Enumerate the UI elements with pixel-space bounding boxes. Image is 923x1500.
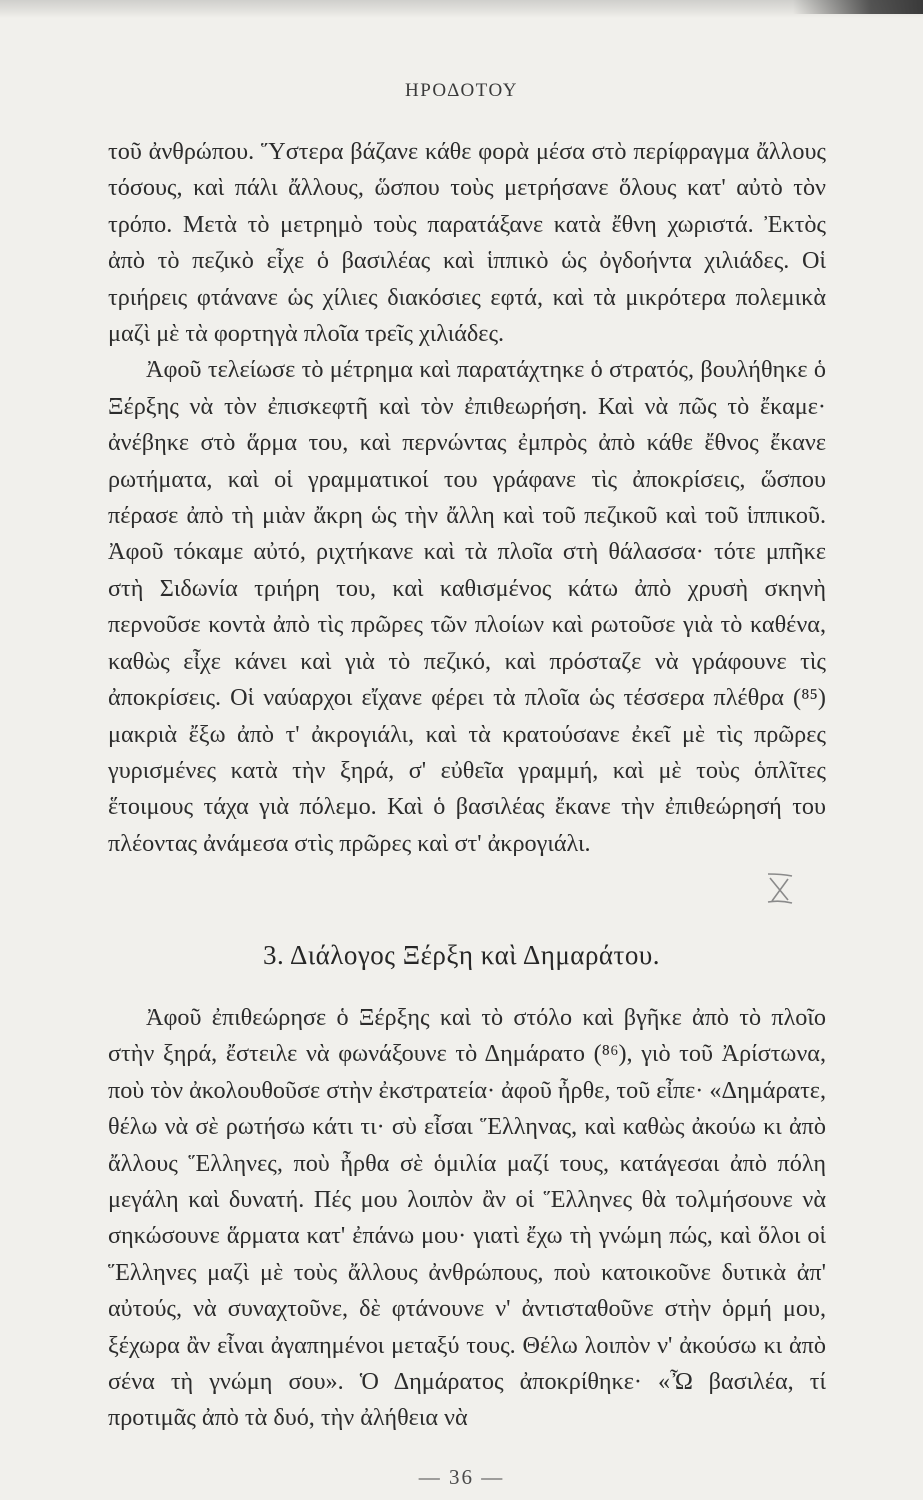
- text-block-top: [108, 134, 826, 862]
- paragraph-dialogue: Ἀφοῦ ἐπιθεώρησε ὁ Ξέρξης καὶ τὸ στόλο καὶ βγῆκε ἀπὸ τὸ πλοῖο στὴν ξηρά, ἔστειλε νὰ φωνάξουνε τὸ Δημάρατο (⁸⁶), γιὸ τοῦ Ἀρίστωνα, ποὺ τὸν ἀκολουθοῦσε στὴν ἐκστρατεία· ἀφοῦ ἦρθε, τοῦ εἶπε· «Δημάρατε, θέλω νὰ σὲ ρωτήσω κάτι τι· σὺ εἶσαι Ἕλληνας, καὶ καθὼς ἀκούω κι ἀπὸ ἄλλους Ἕλληνες, ποὺ ἦρθα σὲ ὁμιλία μαζί τους, κατάγεσαι ἀπὸ πόλη μεγάλη καὶ δυνατή. Πές μου λοιπὸν ἂν οἱ Ἕλληνες θὰ τολμήσουνε νὰ σηκώσουνε ἅρματα κατ' ἐπάνω μου· γιατὶ ἔχω τὴ γνώμη πώς, καὶ ὅλοι οἱ Ἕλληνες μαζὶ μὲ τοὺς ἄλλους ἀνθρώπους, ποὺ κατοικοῦνε δυτικὰ ἀπ' αὐτούς, νὰ συναχτοῦνε, δὲ φτάνουνε ν' ἀντισταθοῦνε στὴν ὁρμή μου, ξέχωρα ἂν εἶναι ἀγαπημένοι μεταξύ τους. Θέλω λοιπὸν ν' ἀκούσω κι ἀπὸ σένα τὴ γνώμη σου». Ὁ Δημάρατος ἀποκρίθηκε· «Ὦ βασιλέα, τί προτιμᾶς ἀπὸ τὰ δυό, τὴν ἀλήθεια νὰ: [108, 1004, 826, 1432]
- pencil-x-mark-icon: [762, 870, 796, 906]
- paragraph-continuation: τοῦ ἀνθρώπου. Ὕστερα βάζανε κάθε φορὰ μέσα στὸ περίφραγμα ἄλλους τόσους, καὶ πάλι ἄλλους, ὥσπου τοὺς μετρήσανε ὅλους κατ' αὐτὸ τὸν τρόπο. Μετὰ τὸ μετρημὸ τοὺς παρατάξανε κατὰ ἔθνη χωριστά. Ἐκτὸς ἀπὸ τὸ πεζικὸ εἶχε ὁ βασιλέας καὶ ἱππικὸ ὡς ὀγδοήντα χιλιάδες. Οἱ τριήρεις φτάνανε ὡς χίλιες διακόσιες εφτά, καὶ τὰ μικρότερα πολεμικὰ μαζὶ μὲ τὰ φορτηγὰ πλοῖα τρεῖς χιλιάδες.: [108, 138, 826, 348]
- section-heading: 3. Διάλογος Ξέρξη καὶ Δημαράτου.: [262, 940, 661, 970]
- paragraph-review: Ἀφοῦ τελείωσε τὸ μέτρημα καὶ παρατάχτηκε ὁ στρατός, βουλήθηκε ὁ Ξέρξης νὰ τὸν ἐπισκεφτῆ καὶ τὸν ἐπιθεωρήση. Καὶ νὰ πῶς τὸ ἔκαμε· ἀνέβηκε στὸ ἅρμα του, καὶ περνώντας ἐμπρὸς ἀπὸ κάθε ἔθνος ἔκανε ρωτήματα, καὶ οἱ γραμματικοί του γράφανε τὶς ἀποκρίσεις, ὥσπου πέρασε ἀπὸ τὴ μιὰν ἄκρη ὡς τὴν ἄλλη καὶ τοῦ πεζικοῦ καὶ τοῦ ἱππικοῦ. Ἀφοῦ τόκαμε αὐτό, ριχτήκανε καὶ τὰ πλοῖα στὴ θάλασσα· τότε μπῆκε στὴ Σιδωνία τριήρη του, καὶ καθισμένος κάτω ἀπὸ χρυσὴ σκηνὴ περνοῦσε κοντὰ ἀπὸ τὶς πρῶρες τῶν πλοίων καὶ ρωτοῦσε γιὰ τὸ καθένα, καθὼς εἶχε κάνει καὶ γιὰ τὸ πεζικό, καὶ πρόσταζε νὰ γράφουνε τὶς ἀποκρίσεις. Οἱ ναύαρχοι εἴχανε φέρει τὰ πλοῖα ὡς τέσσερα πλέθρα (⁸⁵) μακριὰ ἔξω ἀπὸ τ' ἀκρογιάλι, καὶ τὰ κρατούσανε ἐκεῖ μὲ τὶς πρῶρες γυρισμένες κατὰ τὴν ξηρά, σ' εὐθεῖα γραμμή, καὶ μὲ τοὺς ὁπλῖτες ἕτοιμους τάχα γιὰ πόλεμο. Καὶ ὁ βασιλέας ἔκανε τὴν ἐπιθεώρησή του πλέοντας ἀνάμεσα στὶς πρῶρες καὶ στ' ἀκρογιάλι.: [108, 356, 826, 857]
- scan-edge-shadow: [0, 0, 923, 18]
- text-block-bottom: [108, 1000, 826, 1437]
- page-number: — 36 —: [418, 1465, 505, 1489]
- running-head: ΗΡΟΔΟΤΟΥ: [405, 80, 518, 101]
